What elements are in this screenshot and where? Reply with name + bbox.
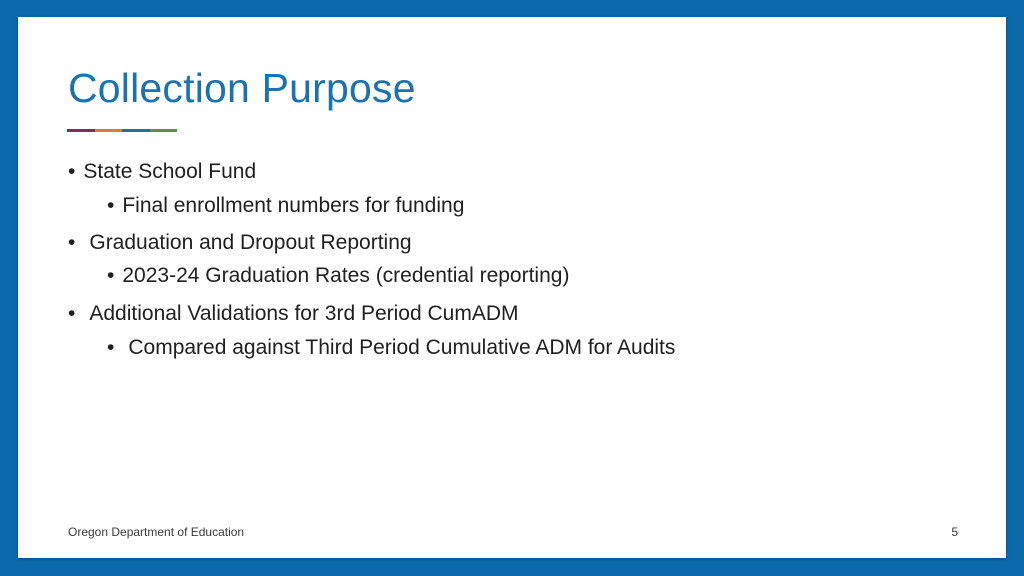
bullet-glyph: • — [68, 302, 76, 325]
bullet-glyph: • — [107, 194, 115, 217]
bullet-text: State School Fund — [83, 160, 257, 183]
bullet-text: Additional Validations for 3rd Period CumADM — [89, 302, 519, 325]
footer-organization: Oregon Department of Education — [68, 525, 245, 539]
bullet-text: Final enrollment numbers for funding — [122, 194, 465, 217]
bullet-text: 2023-24 Graduation Rates (credential reporting) — [122, 264, 570, 287]
bullet-text: Compared against Third Period Cumulative ADM for Audits — [128, 336, 676, 359]
bullet-item-level1 — [68, 303, 519, 324]
bullet-glyph: • — [107, 264, 115, 287]
bullet-item-level2 — [107, 265, 569, 286]
page-number: 5 — [951, 525, 958, 539]
bullet-item-level1 — [68, 232, 412, 253]
bullet-glyph: • — [68, 231, 76, 254]
bullet-item-level2 — [107, 195, 464, 216]
bullet-item-level2 — [107, 337, 675, 358]
bullet-list — [18, 17, 1006, 558]
slide-title: Collection Purpose — [68, 65, 416, 111]
bullet-item-level1 — [68, 161, 256, 182]
slide-canvas — [18, 17, 1006, 558]
bullet-glyph: • — [107, 336, 115, 359]
bullet-text: Graduation and Dropout Reporting — [89, 231, 412, 254]
bullet-glyph: • — [68, 160, 76, 183]
